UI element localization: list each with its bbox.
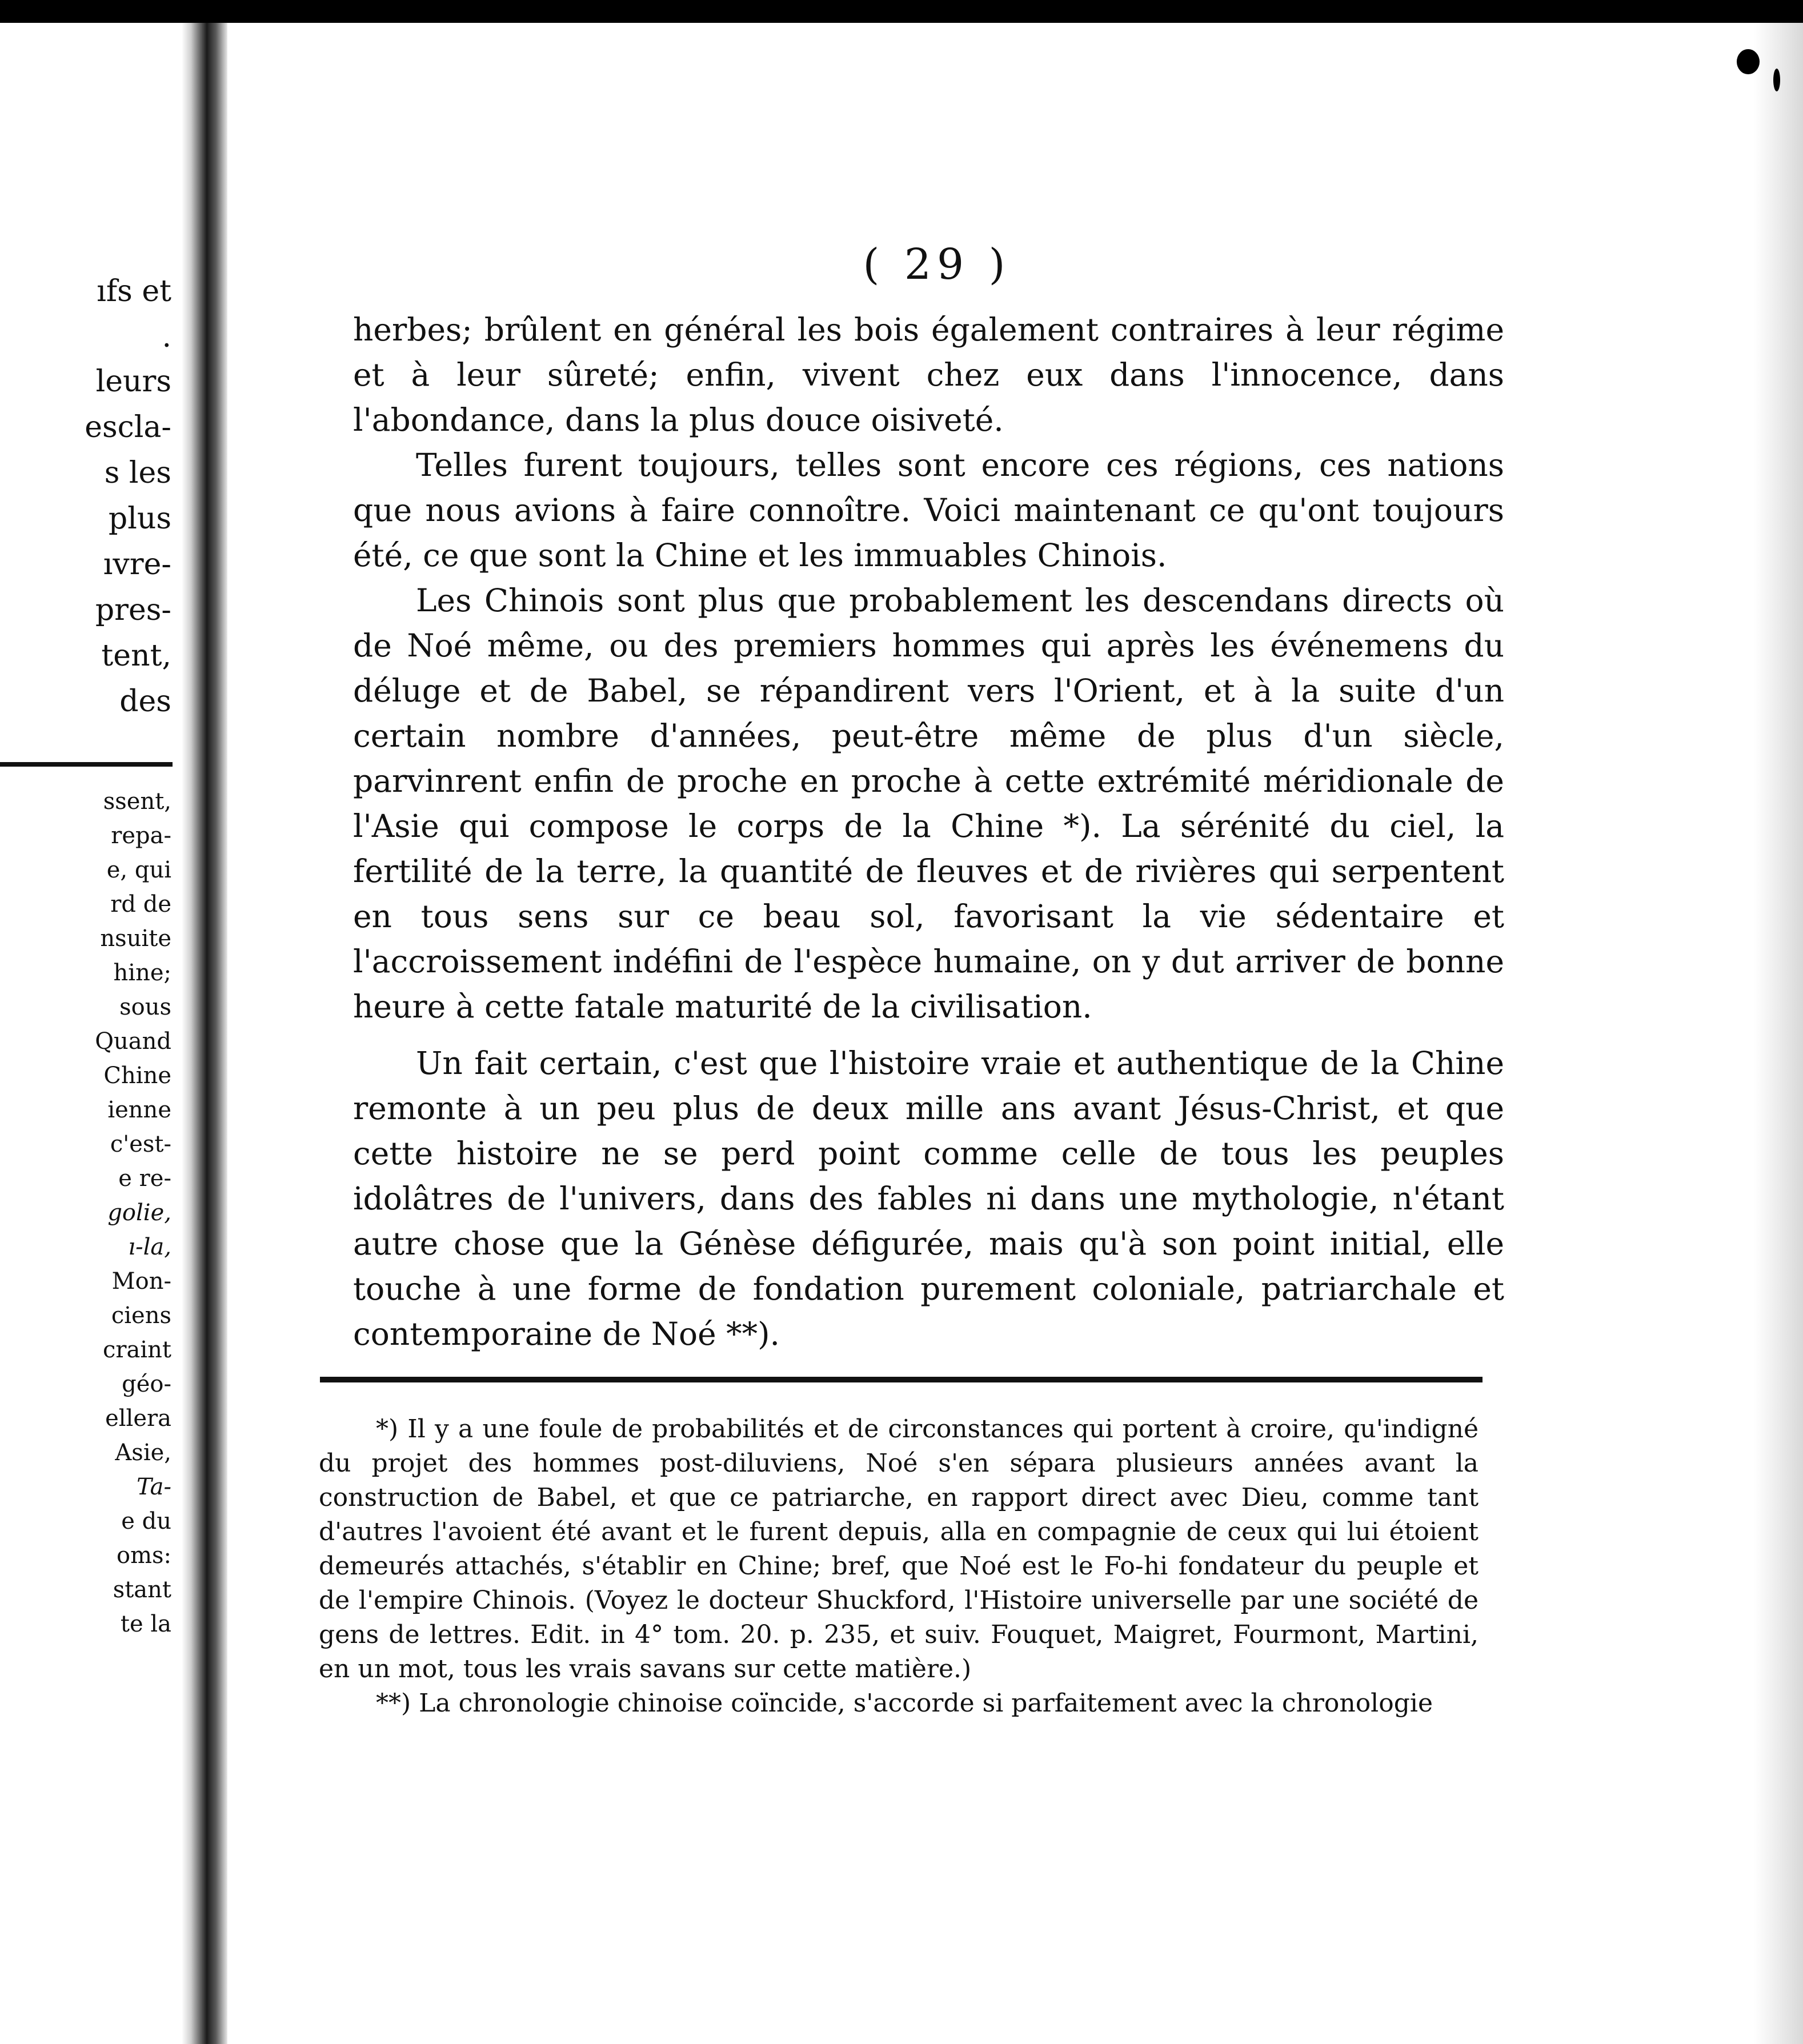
- prev-page-footnote-line: ienne: [107, 1097, 171, 1123]
- prev-page-footnote-line: repa-: [111, 823, 171, 849]
- prev-page-footnote-line: sous: [119, 994, 171, 1020]
- prev-page-footnote-line: ciens: [111, 1302, 171, 1329]
- prev-page-line: ıvre-: [103, 547, 171, 582]
- prev-page-line: leurs: [95, 364, 171, 399]
- prev-page-line: tent,: [101, 639, 171, 673]
- prev-page-footnote-line: c'est-: [110, 1131, 171, 1157]
- prev-page-footnote-line: ssent,: [103, 788, 171, 815]
- prev-page-footnote-line: Mon-: [111, 1268, 171, 1294]
- previous-page-edge: [0, 23, 182, 2044]
- ink-smudge: [1773, 69, 1780, 91]
- prev-page-footnote-line: e du: [121, 1508, 171, 1534]
- prev-page-line: .: [162, 320, 171, 354]
- prev-page-footnote-line: craint: [103, 1337, 171, 1363]
- prev-page-footnote-line: ı-la,: [128, 1234, 171, 1260]
- prev-page-footnote-line: Quand: [95, 1028, 171, 1055]
- prev-page-footnote-line: rd de: [110, 891, 171, 917]
- prev-page-footnote-line: ellera: [105, 1405, 171, 1432]
- prev-page-line: ıfs et: [97, 274, 171, 308]
- book-gutter: [182, 23, 227, 2044]
- prev-page-footnote-line: Asie,: [115, 1440, 171, 1466]
- prev-page-footnote-line: oms:: [116, 1542, 171, 1569]
- page-right-edge: [1754, 23, 1803, 2044]
- prev-page-footnote-line: Chine: [103, 1063, 171, 1089]
- prev-page-footnote-line: e, qui: [106, 857, 171, 883]
- prev-page-line: pres-: [95, 593, 171, 627]
- page-number: ( 29 ): [863, 240, 1011, 289]
- book-scan: [0, 23, 1803, 2044]
- prev-page-footnote-line: nsuite: [100, 925, 171, 952]
- prev-page-line: s les: [104, 456, 171, 490]
- footnotes: [319, 1412, 1479, 1721]
- prev-page-footnote-line: géo-: [122, 1371, 171, 1397]
- prev-page-line: des: [119, 684, 171, 719]
- prev-page-footnote-line: golie,: [107, 1200, 171, 1226]
- paragraph: Telles furent toujours, telles sont encore ces régions, ces nations que nous avions à faire connoître. Voici maintenant ce qu'ont toujours été, ce que sont la Chine et les immuables Chinois.: [353, 447, 1504, 574]
- footnote-rule: [320, 1377, 1483, 1382]
- prev-page-footnote-rule: [0, 762, 173, 767]
- prev-page-line: escla-: [85, 410, 171, 444]
- prev-page-line: plus: [108, 502, 171, 536]
- prev-page-footnote-line: Ta-: [137, 1474, 171, 1500]
- paragraph: Un fait certain, c'est que l'histoire vraie et authentique de la Chine remonte à un peu plus de deux mille ans avant Jésus-Christ, et que cette histoire ne se perd point comme celle de tous les peuples idolâtres de l'univers, dans des fables ni dans une mythologie, n'étant autre chose que la Génèse défigurée, mais qu'à son point initial, elle touche à une forme de fondation purement coloniale, patriarchale et contemporaine de Noé **).: [353, 1045, 1504, 1352]
- prev-page-footnote-line: e re-: [118, 1165, 171, 1192]
- footnote: *) Il y a une foule de probabilités et de circonstances qui portent à croire, qu'indigné du projet des hommes post-diluviens, Noé s'en sépara plusieurs années avant la construction de Babel, et que ce patriarche, en rapport direct avec Dieu, comme tant d'autres l'avoient été avant et le furent depuis, alla en compagnie de ceux qui lui étoient demeurés attachés, s'établir en Chine; bref, que Noé est le Fo-hi fondateur du peuple et de l'empire Chinois. (Voyez le docteur Shuckford, l'Histoire universelle par une société de gens de lettres. Edit. in 4° tom. 20. p. 235, et suiv. Fouquet, Maigret, Fourmont, Martini, en un mot, tous les vrais savans sur cette matière.): [319, 1414, 1479, 1684]
- paragraph: Les Chinois sont plus que probablement les descendans directs où de Noé même, ou des premiers hommes qui après les événemens du déluge et de Babel, se répandirent vers l'Orient, et à la suite d'un certain nombre d'années, peut-être même de plus d'un siècle, parvinrent enfin de proche en proche à cette extrémité méridionale de l'Asie qui compose le corps de la Chine *). La sérénité du ciel, la fertilité de la terre, la quantité de fleuves et de rivières qui serpentent en tous sens sur ce beau sol, favorisant la vie sédentaire et l'accroissement indéfini de l'espèce humaine, on y dut arriver de bonne heure à cette fatale maturité de la civilisation.: [353, 582, 1504, 1025]
- prev-page-footnote-line: hine;: [113, 960, 171, 986]
- ink-smudge: [1737, 49, 1760, 74]
- body-text: [353, 307, 1504, 1357]
- prev-page-footnote-line: stant: [113, 1577, 171, 1603]
- paragraph: herbes; brûlent en général les bois également contraires à leur régime et à leur sûreté; enfin, vivent chez eux dans l'innocence, dans l'abondance, dans la plus douce oisiveté.: [353, 311, 1504, 438]
- prev-page-footnote-line: te la: [120, 1611, 171, 1637]
- footnote: **) La chronologie chinoise coïncide, s'accorde si parfaitement avec la chronologie: [376, 1689, 1433, 1718]
